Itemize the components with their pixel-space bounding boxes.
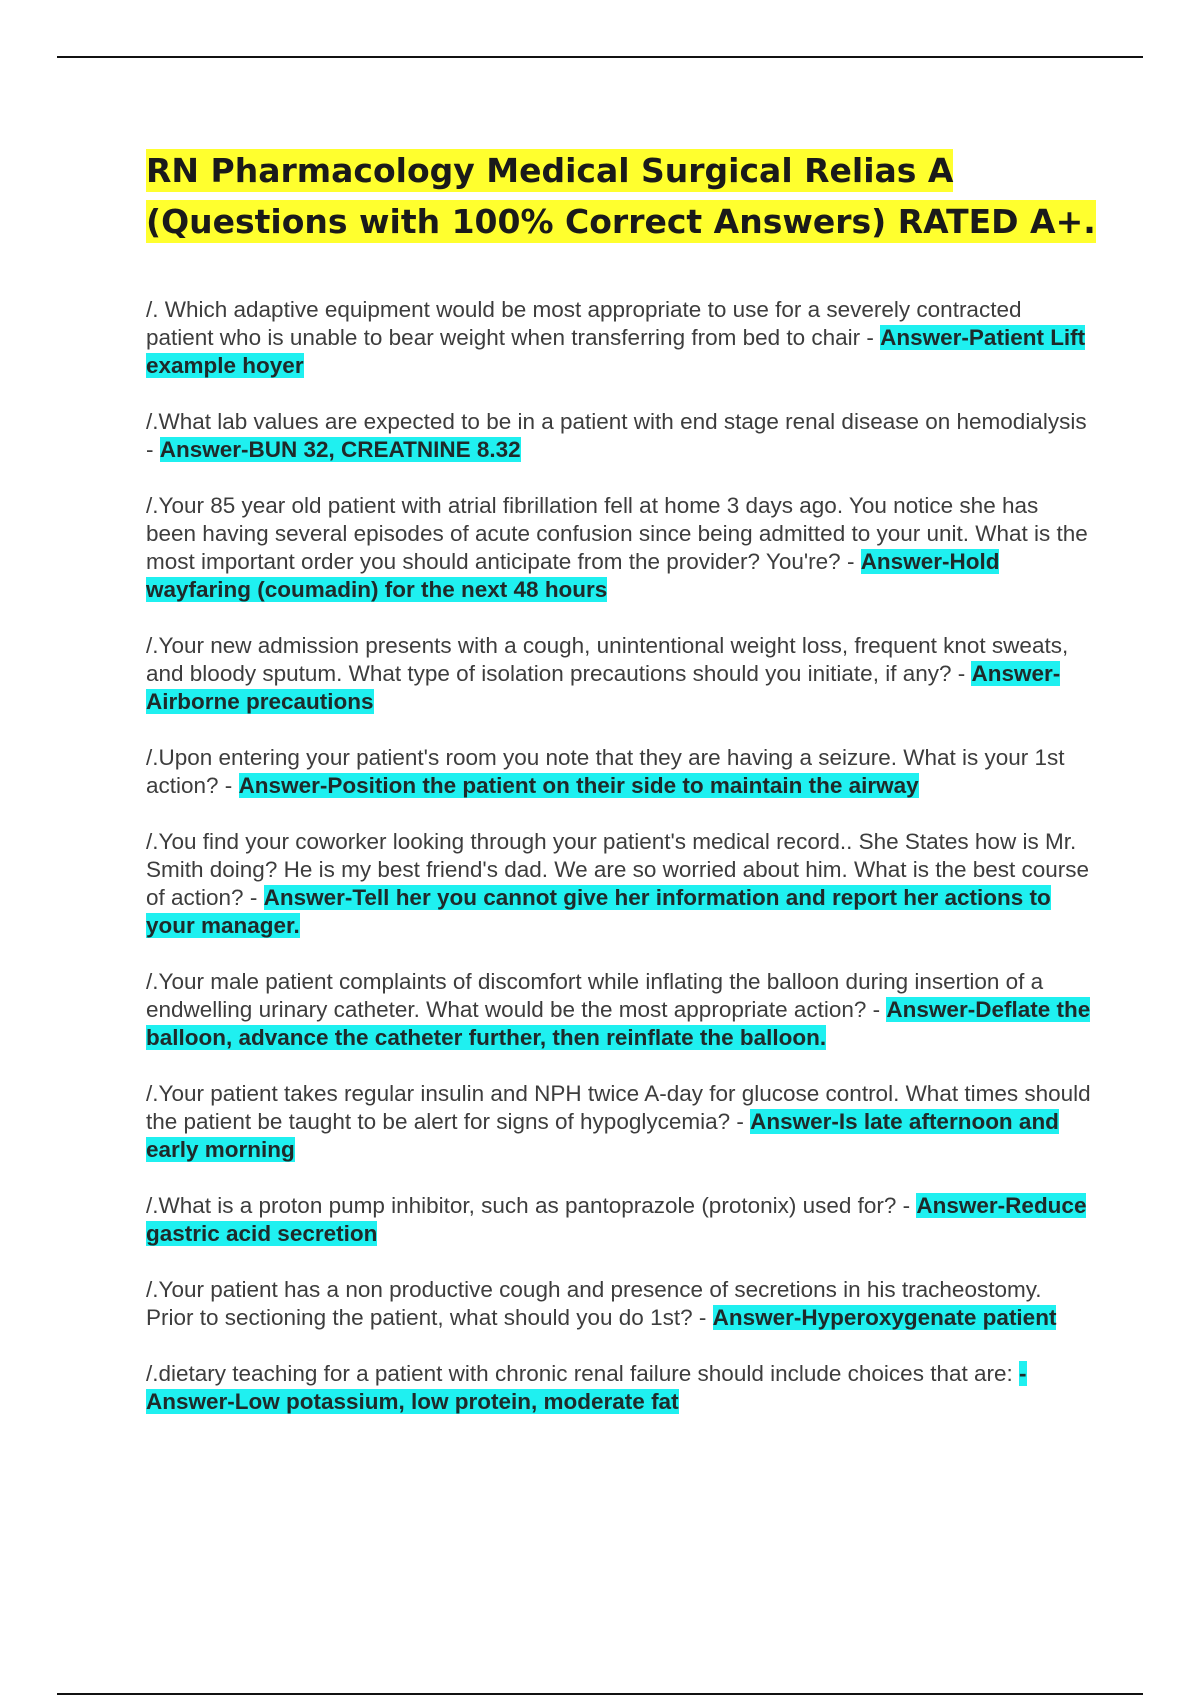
footer-rule — [57, 1693, 1143, 1695]
qa-item — [146, 1080, 1091, 1164]
qa-item — [146, 744, 1091, 800]
answer-highlight: Answer-Deflate the balloon, advance the catheter further, then reinflate the balloon. — [146, 997, 1091, 1050]
answer-highlight: Answer-Position the patient on their side to maintain the airway — [238, 773, 919, 798]
answer-highlight: Answer-Patient Lift example hoyer — [146, 325, 1086, 378]
question-text: /.Your 85 year old patient with atrial fibrillation fell at home 3 days ago. You notice she has been having several episodes of acute confusion since being admitted to your unit. What is the most important order you should anticipate from the provider? You're? - — [146, 493, 1088, 574]
question-text: /.Upon entering your patient's room you note that they are having a seizure. What is your 1st action? - — [146, 745, 1065, 798]
title-line-2: (Questions with 100% Correct Answers) RATED A+. — [146, 202, 1096, 241]
qa-item — [146, 1360, 1091, 1416]
answer-highlight: Answer-Airborne precautions — [146, 661, 1061, 714]
qa-item — [146, 408, 1091, 464]
question-text: /. Which adaptive equipment would be most appropriate to use for a severely contracted patient who is unable to bear weight when transferring from bed to chair - — [146, 297, 1022, 350]
qa-item — [146, 296, 1091, 380]
answer-highlight: - Answer-Low potassium, low protein, moderate fat — [146, 1361, 1027, 1414]
qa-list — [146, 296, 1091, 1444]
answer-highlight: Answer-Hyperoxygenate patient — [712, 1305, 1057, 1330]
qa-item — [146, 968, 1091, 1052]
question-text: /.Your patient has a non productive cough and presence of secretions in his tracheostomy. Prior to sectioning the patient, what should you do 1st? - — [146, 1277, 1042, 1330]
answer-highlight: Answer-BUN 32, CREATNINE 8.32 — [159, 437, 521, 462]
question-text: /.You find your coworker looking through your patient's medical record.. She States how is Mr. Smith doing? He is my best friend's dad. We are so worried about him. What is the best course of action? - — [146, 829, 1090, 910]
question-text: /.Your new admission presents with a cough, unintentional weight loss, frequent knot sweats, and bloody sputum. What type of isolation precautions should you initiate, if any? - — [146, 633, 1069, 686]
question-text: /.Your patient takes regular insulin and NPH twice A-day for glucose control. What times should the patient be taught to be alert for signs of hypoglycemia? - — [146, 1081, 1091, 1134]
answer-highlight: Answer-Tell her you cannot give her information and report her actions to your manager. — [146, 885, 1051, 938]
question-text: /.Your male patient complaints of discomfort while inflating the balloon during insertion of a endwelling urinary catheter. What would be the most appropriate action? - — [146, 969, 1044, 1022]
qa-item — [146, 828, 1091, 940]
answer-highlight: Answer-Hold wayfaring (coumadin) for the next 48 hours — [146, 549, 1000, 602]
header-rule — [57, 56, 1143, 58]
answer-highlight: Answer-Reduce gastric acid secretion — [146, 1193, 1087, 1246]
qa-item — [146, 492, 1091, 604]
title-line-1: RN Pharmacology Medical Surgical Relias A — [146, 151, 954, 190]
question-text: /.What lab values are expected to be in a patient with end stage renal disease on hemodialysis - — [146, 409, 1087, 462]
question-text: /.dietary teaching for a patient with chronic renal failure should include choices that are: — [146, 1361, 1019, 1386]
qa-item — [146, 1192, 1091, 1248]
document-title — [146, 145, 1096, 247]
question-text: /.What is a proton pump inhibitor, such as pantoprazole (protonix) used for? - — [146, 1193, 917, 1218]
qa-item — [146, 632, 1091, 716]
qa-item — [146, 1276, 1091, 1332]
answer-highlight: Answer-Is late afternoon and early morning — [146, 1109, 1059, 1162]
